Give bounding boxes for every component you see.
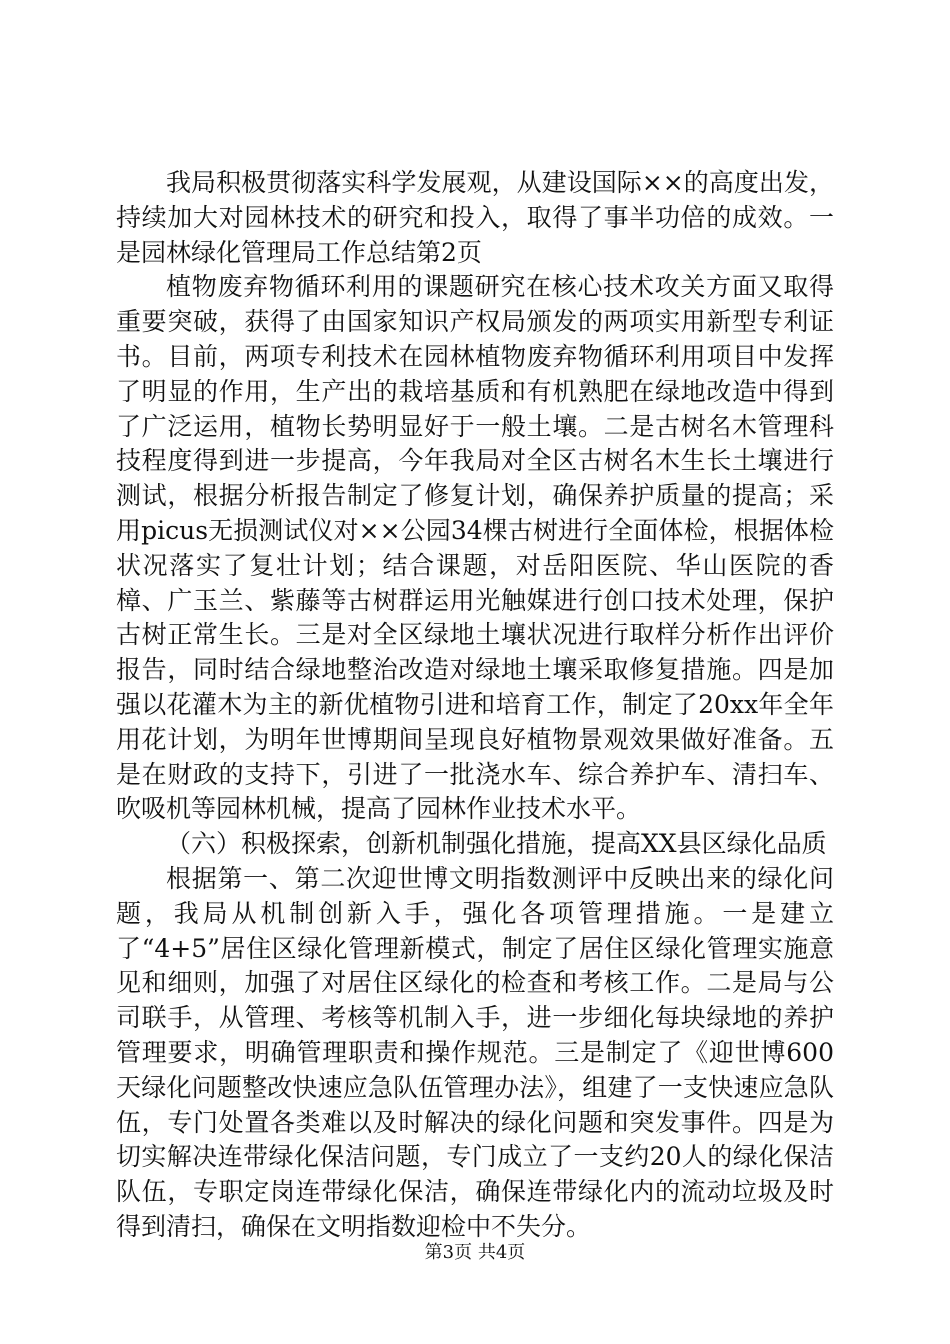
page-footer: 第3页 共4页 [424,1242,526,1263]
section-heading-six: （六）积极探索，创新机制强化措施，提高XX县区绿化品质 [166,829,827,859]
paragraph-intro: 我局积极贯彻落实科学发展观，从建设国际××的高度出发，持续加大对园林技术的研究和投入，取得了事半功倍的成效。一是园林绿化管理局工作总结第2页 [116,168,834,267]
paragraph-mechanism: 根据第一、第二次迎世博文明指数测评中反映出来的绿化问题，我局从机制创新入手，强化各项管理措施。一是建立了“4+5”居住区绿化管理新模式，制定了居住区绿化管理实施意见和细则，加强了对居住区绿化的检查和考核工作。二是局与公司联手，从管理、考核等机制入手，进一步细化每块绿地的养护管理要求，明确管理职责和操作规范。三是制定了《迎世博600天绿化问题整改快速应急队伍管理办法》，组建了一支快速应急队伍，专门处置各类难以及时解决的绿化问题和突发事件。四是为切实解决连带绿化保洁问题，专门成立了一支约20人的绿化保洁队伍，专职定岗连带绿化保洁，确保连带绿化内的流动垃圾及时得到清扫，确保在文明指数迎检中不失分。 [116,863,834,1241]
document-body [116,166,834,1245]
paragraph-plant-waste: 植物废弃物循环利用的课题研究在核心技术攻关方面又取得重要突破，获得了由国家知识产权局颁发的两项实用新型专利证书。目前，两项专利技术在园林植物废弃物循环利用项目中发挥了明显的作用，生产出的栽培基质和有机熟肥在绿地改造中得到了广泛运用，植物长势明显好于一般土壤。二是古树名木管理科技程度得到进一步提高，今年我局对全区古树名木生长土壤进行测试，根据分析报告制定了修复计划，确保养护质量的提高；采用picus无损测试仪对××公园34棵古树进行全面体检，根据体检状况落实了复壮计划；结合课题，对岳阳医院、华山医院的香樟、广玉兰、紫藤等古树群运用光触媒进行创口技术处理，保护古树正常生长。三是对全区绿地土壤状况进行取样分析作出评价报告，同时结合绿地整治改造对绿地土壤采取修复措施。四是加强以花灌木为主的新优植物引进和培育工作，制定了20xx年全年用花计划，为明年世博期间呈现良好植物景观效果做好准备。五是在财政的支持下，引进了一批浇水车、综合养护车、清扫车、吹吸机等园林机械，提高了园林作业技术水平。 [116,272,834,824]
